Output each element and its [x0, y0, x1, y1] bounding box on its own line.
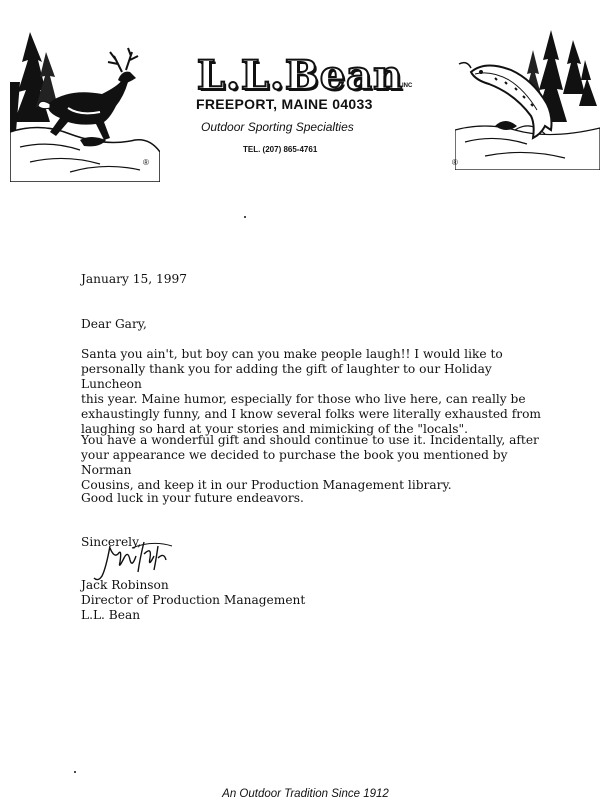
paragraph-line: Good luck in your future endeavors. [81, 491, 304, 505]
deer-illustration [10, 22, 160, 182]
registered-mark-right: ® [452, 158, 458, 167]
paragraph-line: exhaustingly funny, and I know several folks were literally exhausted from [81, 407, 541, 421]
letter-date: January 15, 1997 [81, 272, 187, 286]
paragraph-line: Cousins, and keep it in our Production Management library. [81, 478, 452, 492]
leaping-fish-illustration [455, 30, 600, 170]
logo-inc-suffix: INC [402, 83, 413, 89]
company-address: FREEPORT, MAINE 04033 [196, 96, 373, 112]
scan-speck [244, 216, 246, 218]
letter-paragraph-1 [81, 347, 551, 437]
registered-mark-left: ® [143, 158, 149, 167]
logo-wordmark: L.L.Bean [196, 52, 404, 99]
paragraph-line: Santa you ain't, but boy can you make people laugh!! I would like to [81, 347, 503, 361]
signer-company: L.L. Bean [81, 608, 141, 622]
company-phone: TEL. (207) 865-4761 [243, 145, 318, 154]
paragraph-line: personally thank you for adding the gift of laughter to our Holiday Luncheon [81, 362, 492, 391]
letter-salutation: Dear Gary, [81, 317, 147, 331]
signer-name: Jack Robinson [81, 578, 169, 592]
letter-paragraph-3 [81, 491, 551, 506]
letter-paragraph-2 [81, 433, 551, 493]
signer-title: Director of Production Management [81, 593, 306, 607]
company-logo [170, 52, 430, 99]
paragraph-line: this year. Maine humor, especially for those who live here, can really be [81, 392, 526, 406]
company-tagline: Outdoor Sporting Specialties [201, 120, 354, 134]
footer-slogan: An Outdoor Tradition Since 1912 [222, 788, 389, 800]
paragraph-line: laughing so hard at your stories and mimicking of the "locals". [81, 422, 468, 436]
letter-closing: Sincerely, [81, 535, 142, 549]
paragraph-line: You have a wonderful gift and should continue to use it. Incidentally, after [81, 433, 539, 447]
scan-speck [74, 771, 76, 773]
paragraph-line: your appearance we decided to purchase the book you mentioned by Norman [81, 448, 508, 477]
